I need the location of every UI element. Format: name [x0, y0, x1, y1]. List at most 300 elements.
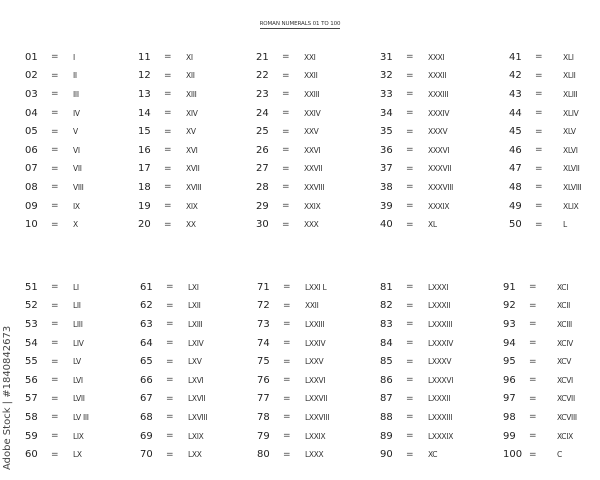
arabic-number: 08	[25, 181, 38, 193]
equals-sign: =	[51, 163, 59, 174]
numeral-row	[509, 215, 581, 234]
arabic-number: 61	[140, 281, 153, 293]
equals-sign: =	[535, 201, 543, 212]
equals-sign: =	[406, 89, 414, 100]
numeral-row	[138, 122, 201, 141]
numeral-row	[25, 334, 89, 353]
roman-numeral: LXXVII	[305, 394, 328, 404]
equals-sign: =	[164, 163, 172, 174]
arabic-number: 74	[257, 337, 270, 349]
arabic-number: 85	[380, 356, 393, 368]
arabic-number: 87	[380, 393, 393, 405]
roman-numeral: LV III	[73, 412, 89, 422]
arabic-number: 67	[140, 393, 153, 405]
roman-numeral: XLVII	[563, 164, 580, 174]
arabic-number: 58	[25, 411, 38, 423]
equals-sign: =	[406, 126, 414, 137]
roman-numeral: XLIV	[563, 108, 579, 118]
equals-sign: =	[406, 52, 414, 63]
arabic-number: 57	[25, 393, 38, 405]
roman-numeral: VI	[73, 145, 80, 155]
equals-sign: =	[282, 126, 290, 137]
roman-numeral: XCIX	[557, 431, 573, 441]
equals-sign: =	[529, 356, 537, 367]
arabic-number: 11	[138, 51, 151, 63]
equals-sign: =	[406, 282, 414, 293]
equals-sign: =	[51, 449, 59, 460]
roman-numeral: LXXXV	[428, 357, 452, 367]
equals-sign: =	[51, 145, 59, 156]
arabic-number: 02	[25, 70, 38, 82]
numeral-row	[25, 215, 84, 234]
numeral-row	[256, 48, 324, 67]
numeral-row	[25, 315, 89, 334]
numeral-row	[25, 297, 89, 316]
numeral-row	[257, 371, 329, 390]
roman-numeral: XXXII	[428, 71, 447, 81]
roman-numeral: XXXVII	[428, 164, 452, 174]
numeral-row	[380, 278, 453, 297]
numeral-row	[256, 85, 324, 104]
roman-numeral: LXXXII	[428, 301, 451, 311]
equals-sign: =	[282, 163, 290, 174]
numeral-row	[256, 141, 324, 160]
numeral-row	[140, 408, 207, 427]
numeral-row	[509, 160, 581, 179]
arabic-number: 47	[509, 163, 522, 175]
roman-numeral: XXIV	[304, 108, 321, 118]
numeral-row	[380, 408, 453, 427]
roman-numeral: LIX	[73, 431, 84, 441]
equals-sign: =	[166, 412, 174, 423]
equals-sign: =	[166, 338, 174, 349]
equals-sign: =	[406, 375, 414, 386]
arabic-number: 64	[140, 337, 153, 349]
numeral-row	[509, 104, 581, 123]
roman-numeral: XCIII	[557, 319, 572, 329]
arabic-number: 90	[380, 449, 393, 461]
arabic-number: 27	[256, 163, 269, 175]
numeral-row	[503, 315, 577, 334]
numeral-row	[25, 122, 84, 141]
equals-sign: =	[282, 70, 290, 81]
roman-numeral: LXII	[188, 301, 201, 311]
equals-sign: =	[282, 108, 290, 119]
equals-sign: =	[406, 201, 414, 212]
equals-sign: =	[166, 300, 174, 311]
roman-numeral: XCVII	[557, 394, 575, 404]
numeral-row	[138, 85, 201, 104]
roman-numeral: XII	[186, 71, 195, 81]
numeral-row	[140, 445, 207, 464]
arabic-number: 75	[257, 356, 270, 368]
roman-numeral: LIV	[73, 338, 84, 348]
equals-sign: =	[535, 182, 543, 193]
equals-sign: =	[535, 126, 543, 137]
roman-numeral: I	[73, 52, 75, 62]
numeral-row	[380, 315, 453, 334]
arabic-number: 33	[380, 88, 393, 100]
roman-numeral: LXIX	[188, 431, 204, 441]
numeral-row	[380, 197, 453, 216]
roman-numeral: XXXI	[428, 52, 445, 62]
arabic-number: 44	[509, 107, 522, 119]
arabic-number: 17	[138, 163, 151, 175]
roman-numeral: XLIII	[563, 89, 578, 99]
numeral-row	[503, 371, 577, 390]
roman-numeral: XXIII	[304, 89, 320, 99]
arabic-number: 76	[257, 374, 270, 386]
equals-sign: =	[529, 338, 537, 349]
roman-numeral: LXXXIV	[428, 338, 454, 348]
arabic-number: 32	[380, 70, 393, 82]
roman-numeral: LXX	[188, 450, 202, 460]
arabic-number: 98	[503, 411, 516, 423]
roman-numeral: LXXXIII	[428, 412, 453, 422]
numeral-row	[509, 197, 581, 216]
equals-sign: =	[164, 70, 172, 81]
numeral-row	[380, 445, 453, 464]
numeral-row	[25, 427, 89, 446]
equals-sign: =	[406, 431, 414, 442]
roman-numeral: XXV	[304, 127, 319, 137]
arabic-number: 91	[503, 281, 516, 293]
numeral-row	[509, 122, 581, 141]
arabic-number: 26	[256, 144, 269, 156]
equals-sign: =	[51, 412, 59, 423]
roman-numeral: LXXIV	[305, 338, 326, 348]
arabic-number: 04	[25, 107, 38, 119]
roman-numeral: XXII	[304, 71, 318, 81]
arabic-number: 51	[25, 281, 38, 293]
arabic-number: 37	[380, 163, 393, 175]
equals-sign: =	[51, 431, 59, 442]
equals-sign: =	[283, 338, 291, 349]
roman-numeral: LXXVIII	[305, 412, 330, 422]
numeral-row	[509, 85, 581, 104]
equals-sign: =	[535, 89, 543, 100]
numeral-column	[257, 278, 329, 464]
roman-numeral: XIII	[186, 89, 197, 99]
roman-numeral: XXX	[304, 220, 319, 230]
roman-numeral: XCI	[557, 282, 569, 292]
equals-sign: =	[166, 282, 174, 293]
equals-sign: =	[164, 201, 172, 212]
numeral-row	[380, 160, 453, 179]
numeral-row	[380, 371, 453, 390]
arabic-number: 89	[380, 430, 393, 442]
arabic-number: 80	[257, 449, 270, 461]
numeral-row	[256, 215, 324, 234]
numeral-row	[256, 122, 324, 141]
equals-sign: =	[529, 449, 537, 460]
equals-sign: =	[406, 219, 414, 230]
roman-numeral: LXVIII	[188, 412, 208, 422]
equals-sign: =	[406, 319, 414, 330]
numeral-row	[25, 48, 84, 67]
arabic-number: 34	[380, 107, 393, 119]
equals-sign: =	[51, 182, 59, 193]
roman-numeral: LXXI L	[305, 282, 327, 292]
roman-numeral: LVI	[73, 375, 83, 385]
arabic-number: 72	[257, 300, 270, 312]
arabic-number: 28	[256, 181, 269, 193]
arabic-number: 09	[25, 200, 38, 212]
equals-sign: =	[406, 163, 414, 174]
equals-sign: =	[535, 108, 543, 119]
stock-watermark: Adobe Stock | #1840842673	[2, 325, 13, 470]
roman-numeral: LXXXVI	[428, 375, 454, 385]
arabic-number: 88	[380, 411, 393, 423]
numeral-column	[509, 48, 581, 234]
title-text: ROMAN NUMERALS 01 TO 100	[259, 21, 341, 27]
arabic-number: 22	[256, 70, 269, 82]
equals-sign: =	[529, 412, 537, 423]
roman-numeral: XIV	[186, 108, 198, 118]
roman-numeral: XI	[186, 52, 193, 62]
numeral-row	[503, 427, 577, 446]
arabic-number: 07	[25, 163, 38, 175]
numeral-row	[25, 141, 84, 160]
roman-numeral: XXXIX	[428, 201, 450, 211]
numeral-row	[25, 390, 89, 409]
numeral-row	[140, 352, 207, 371]
roman-numeral: XXI	[304, 52, 316, 62]
roman-numeral: XXXV	[428, 127, 448, 137]
arabic-number: 19	[138, 200, 151, 212]
arabic-number: 31	[380, 51, 393, 63]
arabic-number: 25	[256, 126, 269, 138]
numeral-row	[25, 371, 89, 390]
arabic-number: 43	[509, 88, 522, 100]
equals-sign: =	[529, 319, 537, 330]
equals-sign: =	[535, 219, 543, 230]
roman-numeral: XXVII	[304, 164, 323, 174]
numeral-row	[257, 390, 329, 409]
numeral-row	[503, 297, 577, 316]
arabic-number: 53	[25, 318, 38, 330]
roman-numeral: LXIV	[188, 338, 204, 348]
equals-sign: =	[283, 431, 291, 442]
roman-numeral: IV	[73, 108, 80, 118]
equals-sign: =	[283, 319, 291, 330]
arabic-number: 60	[25, 449, 38, 461]
equals-sign: =	[166, 393, 174, 404]
roman-numeral: II	[73, 71, 77, 81]
roman-numeral: XXXIV	[428, 108, 450, 118]
numeral-column	[380, 48, 453, 234]
arabic-number: 82	[380, 300, 393, 312]
roman-numeral: XXVIII	[304, 182, 325, 192]
arabic-number: 30	[256, 219, 269, 231]
arabic-number: 03	[25, 88, 38, 100]
numeral-row	[25, 408, 89, 427]
numeral-row	[380, 104, 453, 123]
numeral-column	[140, 278, 207, 464]
numeral-row	[257, 408, 329, 427]
numeral-row	[509, 48, 581, 67]
equals-sign: =	[51, 219, 59, 230]
roman-numeral: LXVI	[188, 375, 204, 385]
numeral-row	[257, 278, 329, 297]
equals-sign: =	[51, 126, 59, 137]
arabic-number: 52	[25, 300, 38, 312]
numeral-row	[503, 334, 577, 353]
equals-sign: =	[51, 89, 59, 100]
numeral-column	[138, 48, 201, 234]
arabic-number: 79	[257, 430, 270, 442]
arabic-number: 92	[503, 300, 516, 312]
equals-sign: =	[51, 300, 59, 311]
numeral-row	[140, 315, 207, 334]
numeral-row	[25, 104, 84, 123]
equals-sign: =	[406, 356, 414, 367]
equals-sign: =	[535, 70, 543, 81]
arabic-number: 70	[140, 449, 153, 461]
numeral-row	[140, 334, 207, 353]
roman-numeral: XLIX	[563, 201, 579, 211]
numeral-row	[256, 160, 324, 179]
numeral-row	[138, 160, 201, 179]
roman-numeral: XCII	[557, 301, 571, 311]
arabic-number: 38	[380, 181, 393, 193]
roman-numeral: III	[73, 89, 79, 99]
arabic-number: 36	[380, 144, 393, 156]
numeral-column	[256, 48, 324, 234]
roman-numeral: XLVI	[563, 145, 578, 155]
page-title	[0, 21, 600, 27]
roman-numeral: XXXVIII	[428, 182, 454, 192]
roman-numeral: IX	[73, 201, 80, 211]
numeral-row	[25, 178, 84, 197]
arabic-number: 13	[138, 88, 151, 100]
numeral-row	[503, 352, 577, 371]
equals-sign: =	[283, 393, 291, 404]
numeral-row	[380, 48, 453, 67]
numeral-row	[256, 197, 324, 216]
arabic-number: 97	[503, 393, 516, 405]
roman-numeral: C	[557, 450, 562, 460]
arabic-number: 66	[140, 374, 153, 386]
arabic-number: 100	[503, 449, 523, 461]
roman-numeral: XXXIII	[428, 89, 449, 99]
numeral-row	[138, 141, 201, 160]
roman-numeral: V	[73, 127, 78, 137]
numeral-row	[256, 104, 324, 123]
numeral-row	[380, 390, 453, 409]
arabic-number: 59	[25, 430, 38, 442]
roman-numeral: LXXV	[305, 357, 324, 367]
equals-sign: =	[51, 201, 59, 212]
arabic-number: 35	[380, 126, 393, 138]
equals-sign: =	[166, 319, 174, 330]
roman-numeral: XVIII	[186, 182, 202, 192]
numeral-column	[25, 278, 89, 464]
numeral-row	[25, 352, 89, 371]
roman-numeral: XC	[428, 450, 438, 460]
equals-sign: =	[529, 375, 537, 386]
arabic-number: 40	[380, 219, 393, 231]
numeral-row	[257, 445, 329, 464]
numeral-column	[503, 278, 577, 464]
arabic-number: 06	[25, 144, 38, 156]
equals-sign: =	[51, 393, 59, 404]
arabic-number: 78	[257, 411, 270, 423]
equals-sign: =	[283, 412, 291, 423]
equals-sign: =	[535, 145, 543, 156]
arabic-number: 05	[25, 126, 38, 138]
arabic-number: 01	[25, 51, 38, 63]
arabic-number: 94	[503, 337, 516, 349]
numeral-row	[257, 315, 329, 334]
numeral-row	[140, 390, 207, 409]
numeral-row	[503, 390, 577, 409]
numeral-row	[380, 427, 453, 446]
numeral-row	[380, 122, 453, 141]
arabic-number: 24	[256, 107, 269, 119]
arabic-number: 77	[257, 393, 270, 405]
equals-sign: =	[282, 145, 290, 156]
numeral-row	[25, 67, 84, 86]
equals-sign: =	[406, 393, 414, 404]
roman-numeral: LXVII	[188, 394, 206, 404]
equals-sign: =	[406, 108, 414, 119]
arabic-number: 69	[140, 430, 153, 442]
numeral-row	[503, 278, 577, 297]
arabic-number: 96	[503, 374, 516, 386]
numeral-row	[380, 67, 453, 86]
numeral-column	[380, 278, 453, 464]
equals-sign: =	[166, 449, 174, 460]
arabic-number: 86	[380, 374, 393, 386]
roman-numeral: LVII	[73, 394, 85, 404]
numeral-row	[25, 197, 84, 216]
numeral-row	[257, 352, 329, 371]
arabic-number: 20	[138, 219, 151, 231]
equals-sign: =	[164, 219, 172, 230]
roman-numeral: XXIX	[304, 201, 321, 211]
roman-numeral: XLV	[563, 127, 576, 137]
arabic-number: 71	[257, 281, 270, 293]
numeral-row	[256, 178, 324, 197]
equals-sign: =	[164, 52, 172, 63]
numeral-row	[380, 178, 453, 197]
roman-numeral: LXI	[188, 282, 199, 292]
numeral-row	[138, 197, 201, 216]
roman-numeral: L	[563, 220, 567, 230]
roman-numeral: XLVIII	[563, 182, 582, 192]
arabic-number: 14	[138, 107, 151, 119]
roman-numeral: LXIII	[188, 319, 203, 329]
numeral-row	[257, 297, 329, 316]
numeral-row	[25, 445, 89, 464]
equals-sign: =	[51, 108, 59, 119]
roman-numeral: LXXXIII	[428, 319, 453, 329]
arabic-number: 16	[138, 144, 151, 156]
equals-sign: =	[406, 182, 414, 193]
arabic-number: 56	[25, 374, 38, 386]
equals-sign: =	[51, 52, 59, 63]
numeral-row	[25, 160, 84, 179]
numeral-row	[138, 67, 201, 86]
roman-numeral: LXXXII	[428, 394, 451, 404]
roman-numeral: LXXIX	[305, 431, 326, 441]
roman-numeral: LX	[73, 450, 82, 460]
numeral-row	[25, 278, 89, 297]
equals-sign: =	[283, 282, 291, 293]
numeral-row	[138, 48, 201, 67]
arabic-number: 15	[138, 126, 151, 138]
